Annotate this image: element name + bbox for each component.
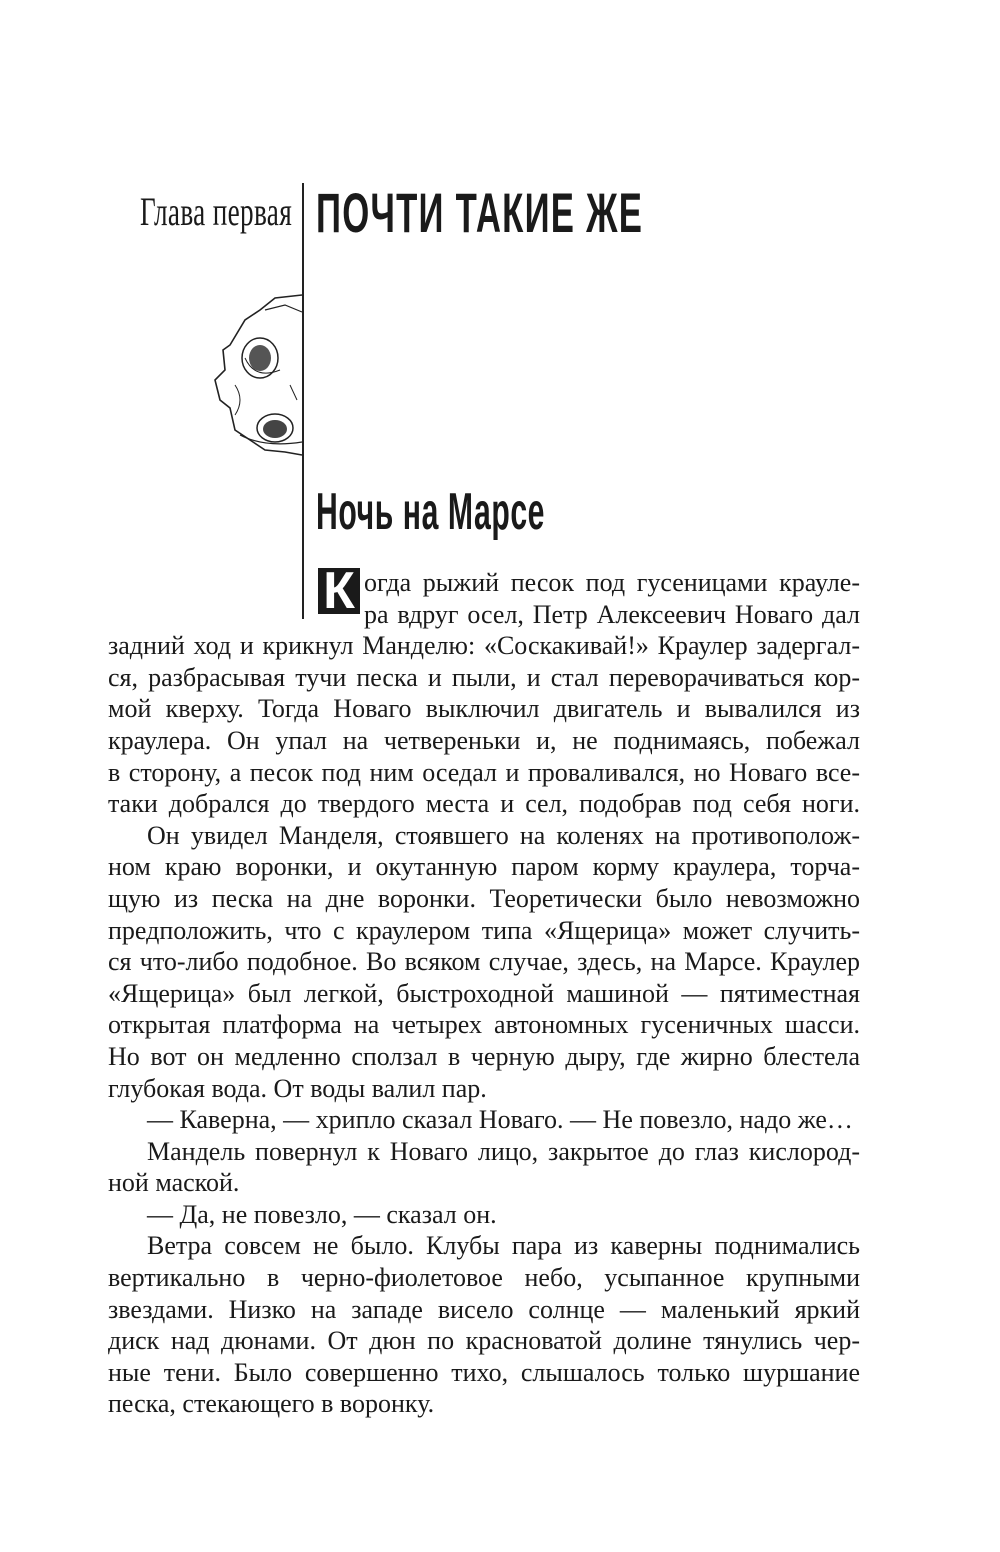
section-title: Ночь на Марсе xyxy=(316,483,546,541)
drop-cap: К xyxy=(318,568,360,614)
text-line: ра вдруг осел, Петр Алексеевич Новаго дал xyxy=(364,599,860,629)
text-line: задний ход и крикнул Манделю: «Соскакивай!» Краулер задергал- xyxy=(108,631,860,661)
text-line: Ветра совсем не было. Клубы пара из каверны поднимались xyxy=(147,1231,860,1261)
text-line: ся, разбрасывая тучи песка и пыли, и стал переворачиваться кор- xyxy=(108,662,860,692)
text-line: мой кверху. Тогда Новаго выключил двигатель и вывалился из xyxy=(108,694,860,724)
text-line: ном краю воронки, и окутанную паром корму краулера, торча- xyxy=(108,852,860,882)
text-line: ся что-либо подобное. Во всяком случае, здесь, на Марсе. Краулер xyxy=(108,947,860,977)
text-line: Мандель повернул к Новаго лицо, закрытое до глаз кислород- xyxy=(147,1136,860,1166)
text-line: — Да, не повезло, — сказал он. xyxy=(147,1199,497,1229)
chapter-label: Глава первая xyxy=(140,189,293,234)
text-line: вертикально в черно-фиолетовое небо, усыпанное крупными xyxy=(108,1263,860,1293)
text-line: Он увидел Манделя, стоявшего на коленях на противополож- xyxy=(147,820,860,850)
text-line: ные тени. Было совершенно тихо, слышалось только шуршание xyxy=(108,1357,860,1387)
chapter-title: ПОЧТИ ТАКИЕ ЖЕ xyxy=(316,181,644,244)
text-line: таки добрался до твердого места и сел, подобрав под себя ноги. xyxy=(108,789,860,819)
text-line: песка, стекающего в воронку. xyxy=(108,1389,435,1419)
asteroid-illustration-icon xyxy=(205,290,305,460)
text-line: Но вот он медленно сползал в черную дыру, где жирно блестела xyxy=(108,1041,860,1071)
text-line: «Ящерица» был легкой, быстроходной машиной — пятиместная xyxy=(108,978,860,1008)
text-line: диск над дюнами. От дюн по красноватой долине тянулись чер- xyxy=(108,1326,860,1356)
text-line: краулера. Он упал на четвереньки и, не поднимаясь, побежал xyxy=(108,725,860,755)
text-line: в сторону, а песок под ним оседал и проваливался, но Новаго все- xyxy=(108,757,860,787)
text-line: предположить, что с краулером типа «Ящерица» может случить- xyxy=(108,915,860,945)
text-line: щую из песка на дне воронки. Теоретически было невозможно xyxy=(108,883,860,913)
text-line: — Каверна, — хрипло сказал Новаго. — Не повезло, надо же… xyxy=(147,1105,853,1135)
body-text xyxy=(108,567,860,1420)
text-line: звездами. Низко на западе висело солнце — маленький яркий xyxy=(108,1294,860,1324)
text-line: огда рыжий песок под гусеницами крауле- xyxy=(364,568,860,597)
text-line: ной маской. xyxy=(108,1168,240,1198)
text-line: открытая платформа на четырех автономных гусеничных шасси. xyxy=(108,1010,860,1040)
text-line: глубокая вода. От воды валил пар. xyxy=(108,1073,487,1103)
